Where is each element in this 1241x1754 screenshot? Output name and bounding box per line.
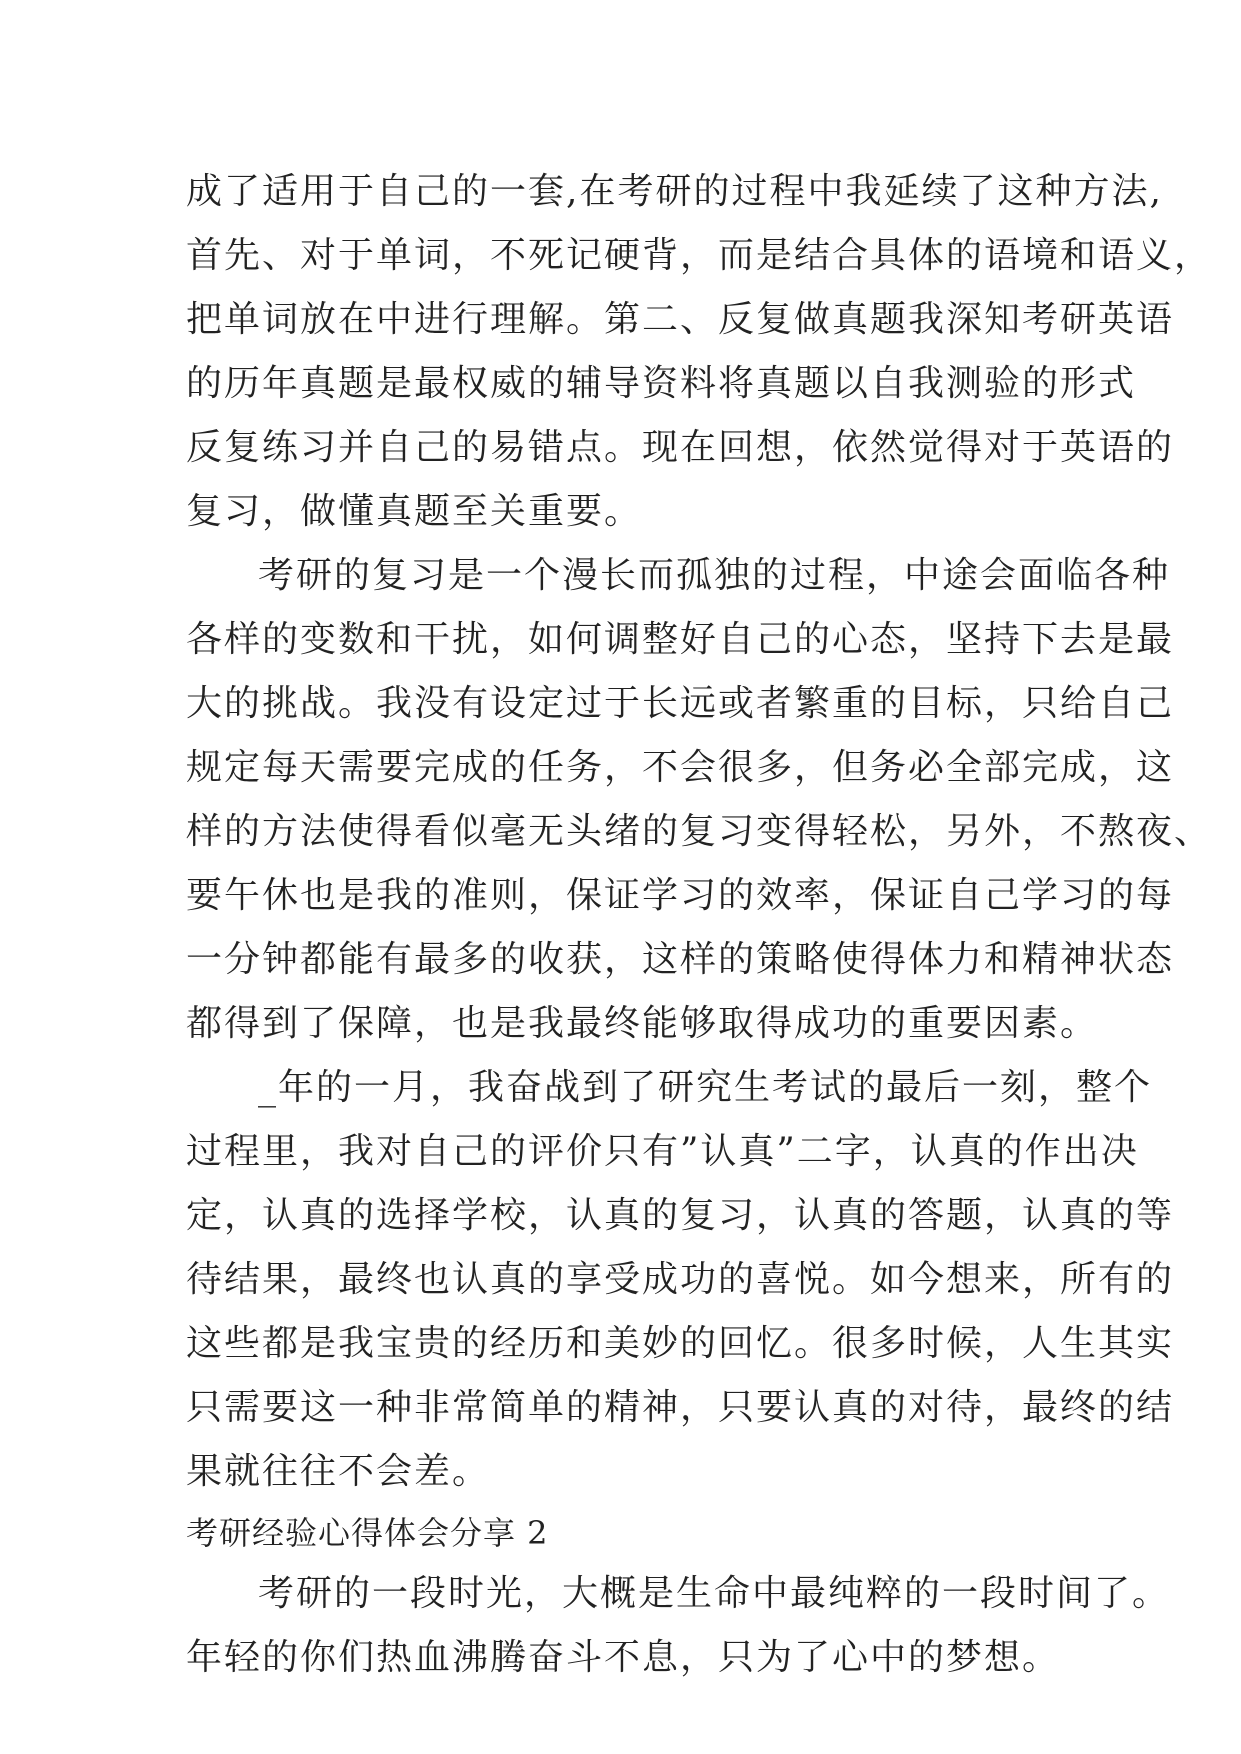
text-line: 把单词放在中进行理解。第二、反复做真题我深知考研英语 [186,299,1175,340]
section-heading: 考研经验心得体会分享 2 [186,1514,549,1552]
text-line: 定，认真的选择学校，认真的复习，认真的答题，认真的等 [186,1195,1175,1236]
text-line: 考研的复习是一个漫长而孤独的过程，中途会面临各种 [258,555,1171,596]
text-line: 一分钟都能有最多的收获，这样的策略使得体力和精神状态 [186,939,1175,980]
paragraph [186,544,1213,1056]
text-line: 这些都是我宝贵的经历和美妙的回忆。很多时候，人生其实 [186,1323,1175,1364]
text-line: 复习，做懂真题至关重要。 [186,491,643,532]
text-line: 只需要这一种非常简单的精神，只要认真的对待，最终的结 [186,1387,1175,1428]
text-line: 过程里，我对自己的评价只有”认真”二字，认真的作出决 [186,1131,1139,1172]
text-line: 待结果，最终也认真的享受成功的喜悦。如今想来，所有的 [186,1259,1175,1300]
paragraph [186,160,1213,544]
document-body [186,160,1213,1690]
text-line: 都得到了保障，也是我最终能够取得成功的重要因素。 [186,1003,1099,1044]
text-line: _年的一月，我奋战到了研究生考试的最后一刻，整个 [258,1067,1153,1108]
text-line: 样的方法使得看似毫无头绪的复习变得轻松，另外，不熬夜、 [186,811,1213,852]
text-line: 年轻的你们热血沸腾奋斗不息，只为了心中的梦想。 [186,1637,1061,1678]
text-line: 规定每天需要完成的任务，不会很多，但务必全部完成，这 [186,747,1175,788]
text-line: 成了适用于自己的一套,在考研的过程中我延续了这种方法, [186,171,1163,212]
text-line: 果就往往不会差。 [186,1451,491,1492]
paragraph [186,1562,1171,1690]
text-line: 要午休也是我的准则，保证学习的效率，保证自己学习的每 [186,875,1175,916]
text-line: 考研的一段时光，大概是生命中最纯粹的一段时间了。 [258,1573,1171,1614]
text-line: 的历年真题是最权威的辅导资料将真题以自我测验的形式 [186,363,1137,404]
text-line: 反复练习并自己的易错点。现在回想，依然觉得对于英语的 [186,427,1175,468]
text-line: 大的挑战。我没有设定过于长远或者繁重的目标，只给自己 [186,683,1175,724]
text-line: 各样的变数和干扰，如何调整好自己的心态，坚持下去是最 [186,619,1175,660]
paragraph [186,1056,1175,1504]
text-line: 首先、对于单词，不死记硬背，而是结合具体的语境和语义， [186,235,1213,276]
